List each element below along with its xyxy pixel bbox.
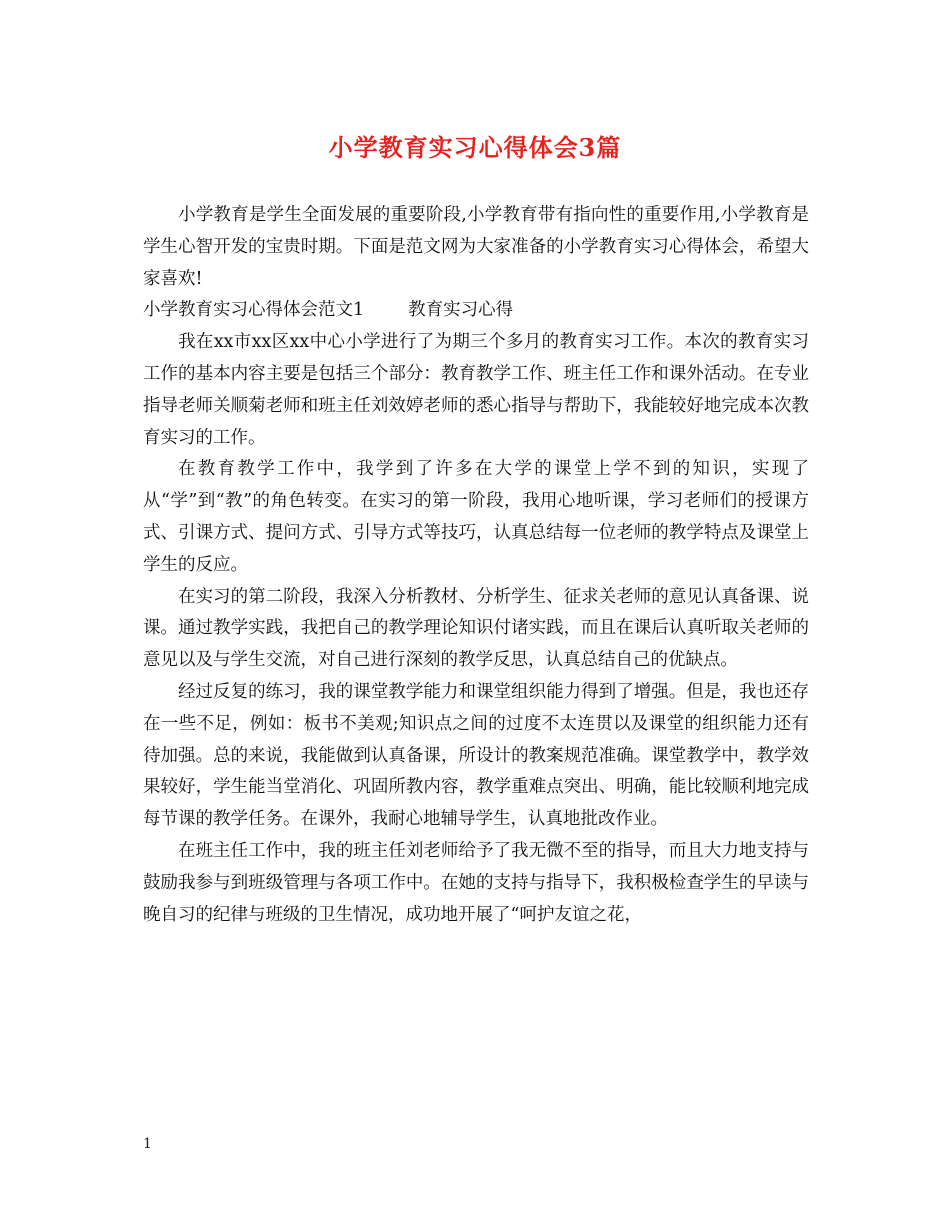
body-paragraph: 我在xx市xx区xx中心小学进行了为期三个多月的教育实习工作。本次的教育实习工作的基本内容主要是包括三个部分：教育教学工作、班主任工作和课外活动。在专业指导老师关顺菊老师和班主任刘效婷老师的悉心指导与帮助下，我能较好地完成本次教育实习的工作。 (143, 332, 809, 448)
page-number: 1 (143, 1136, 152, 1152)
body-paragraph: 经过反复的练习，我的课堂教学能力和课堂组织能力得到了增强。但是，我也还存在一些不足，例如：板书不美观;知识点之间的过度不太连贯以及课堂的组织能力还有待加强。总的来说，我能做到认真备课，所设计的教案规范准确。课堂教学中，教学效果较好，学生能当堂消化、巩固所教内容，教学重难点突出、明确，能比较顺利地完成每节课的教学任务。在课外，我耐心地辅导学生，认真地批改作业。 (143, 681, 809, 830)
intro-paragraph: 小学教育是学生全面发展的重要阶段,小学教育带有指向性的重要作用,小学教育是学生心智开发的宝贵时期。下面是范文网为大家准备的小学教育实习心得体会，希望大家喜欢! (143, 205, 809, 289)
section-heading-left: 小学教育实习心得体会范文1 (143, 300, 365, 321)
section-heading-right: 教育实习心得 (408, 300, 514, 321)
section-heading (143, 295, 809, 327)
body-paragraph: 在班主任工作中，我的班主任刘老师给予了我无微不至的指导，而且大力地支持与鼓励我参与到班级管理与各项工作中。在她的支持与指导下，我积极检查学生的早读与晚自习的纪律与班级的卫生情况，成功地开展了“呵护友谊之花， (143, 840, 809, 925)
body-paragraph: 在教育教学工作中，我学到了许多在大学的课堂上学不到的知识，实现了从“学”到“教”的角色转变。在实习的第一阶段，我用心地听课，学习老师们的授课方式、引课方式、提问方式、引导方式等技巧，认真总结每一位老师的教学特点及课堂上学生的反应。 (143, 459, 809, 575)
document-body (143, 200, 809, 931)
body-paragraph: 在实习的第二阶段，我深入分析教材、分析学生、征求关老师的意见认真备课、说课。通过教学实践，我把自己的教学理论知识付诸实践，而且在课后认真听取关老师的意见以及与学生交流，对自己进行深刻的教学反思，认真总结自己的优缺点。 (143, 586, 809, 671)
document-title: 小学教育实习心得体会3篇 (328, 133, 622, 162)
